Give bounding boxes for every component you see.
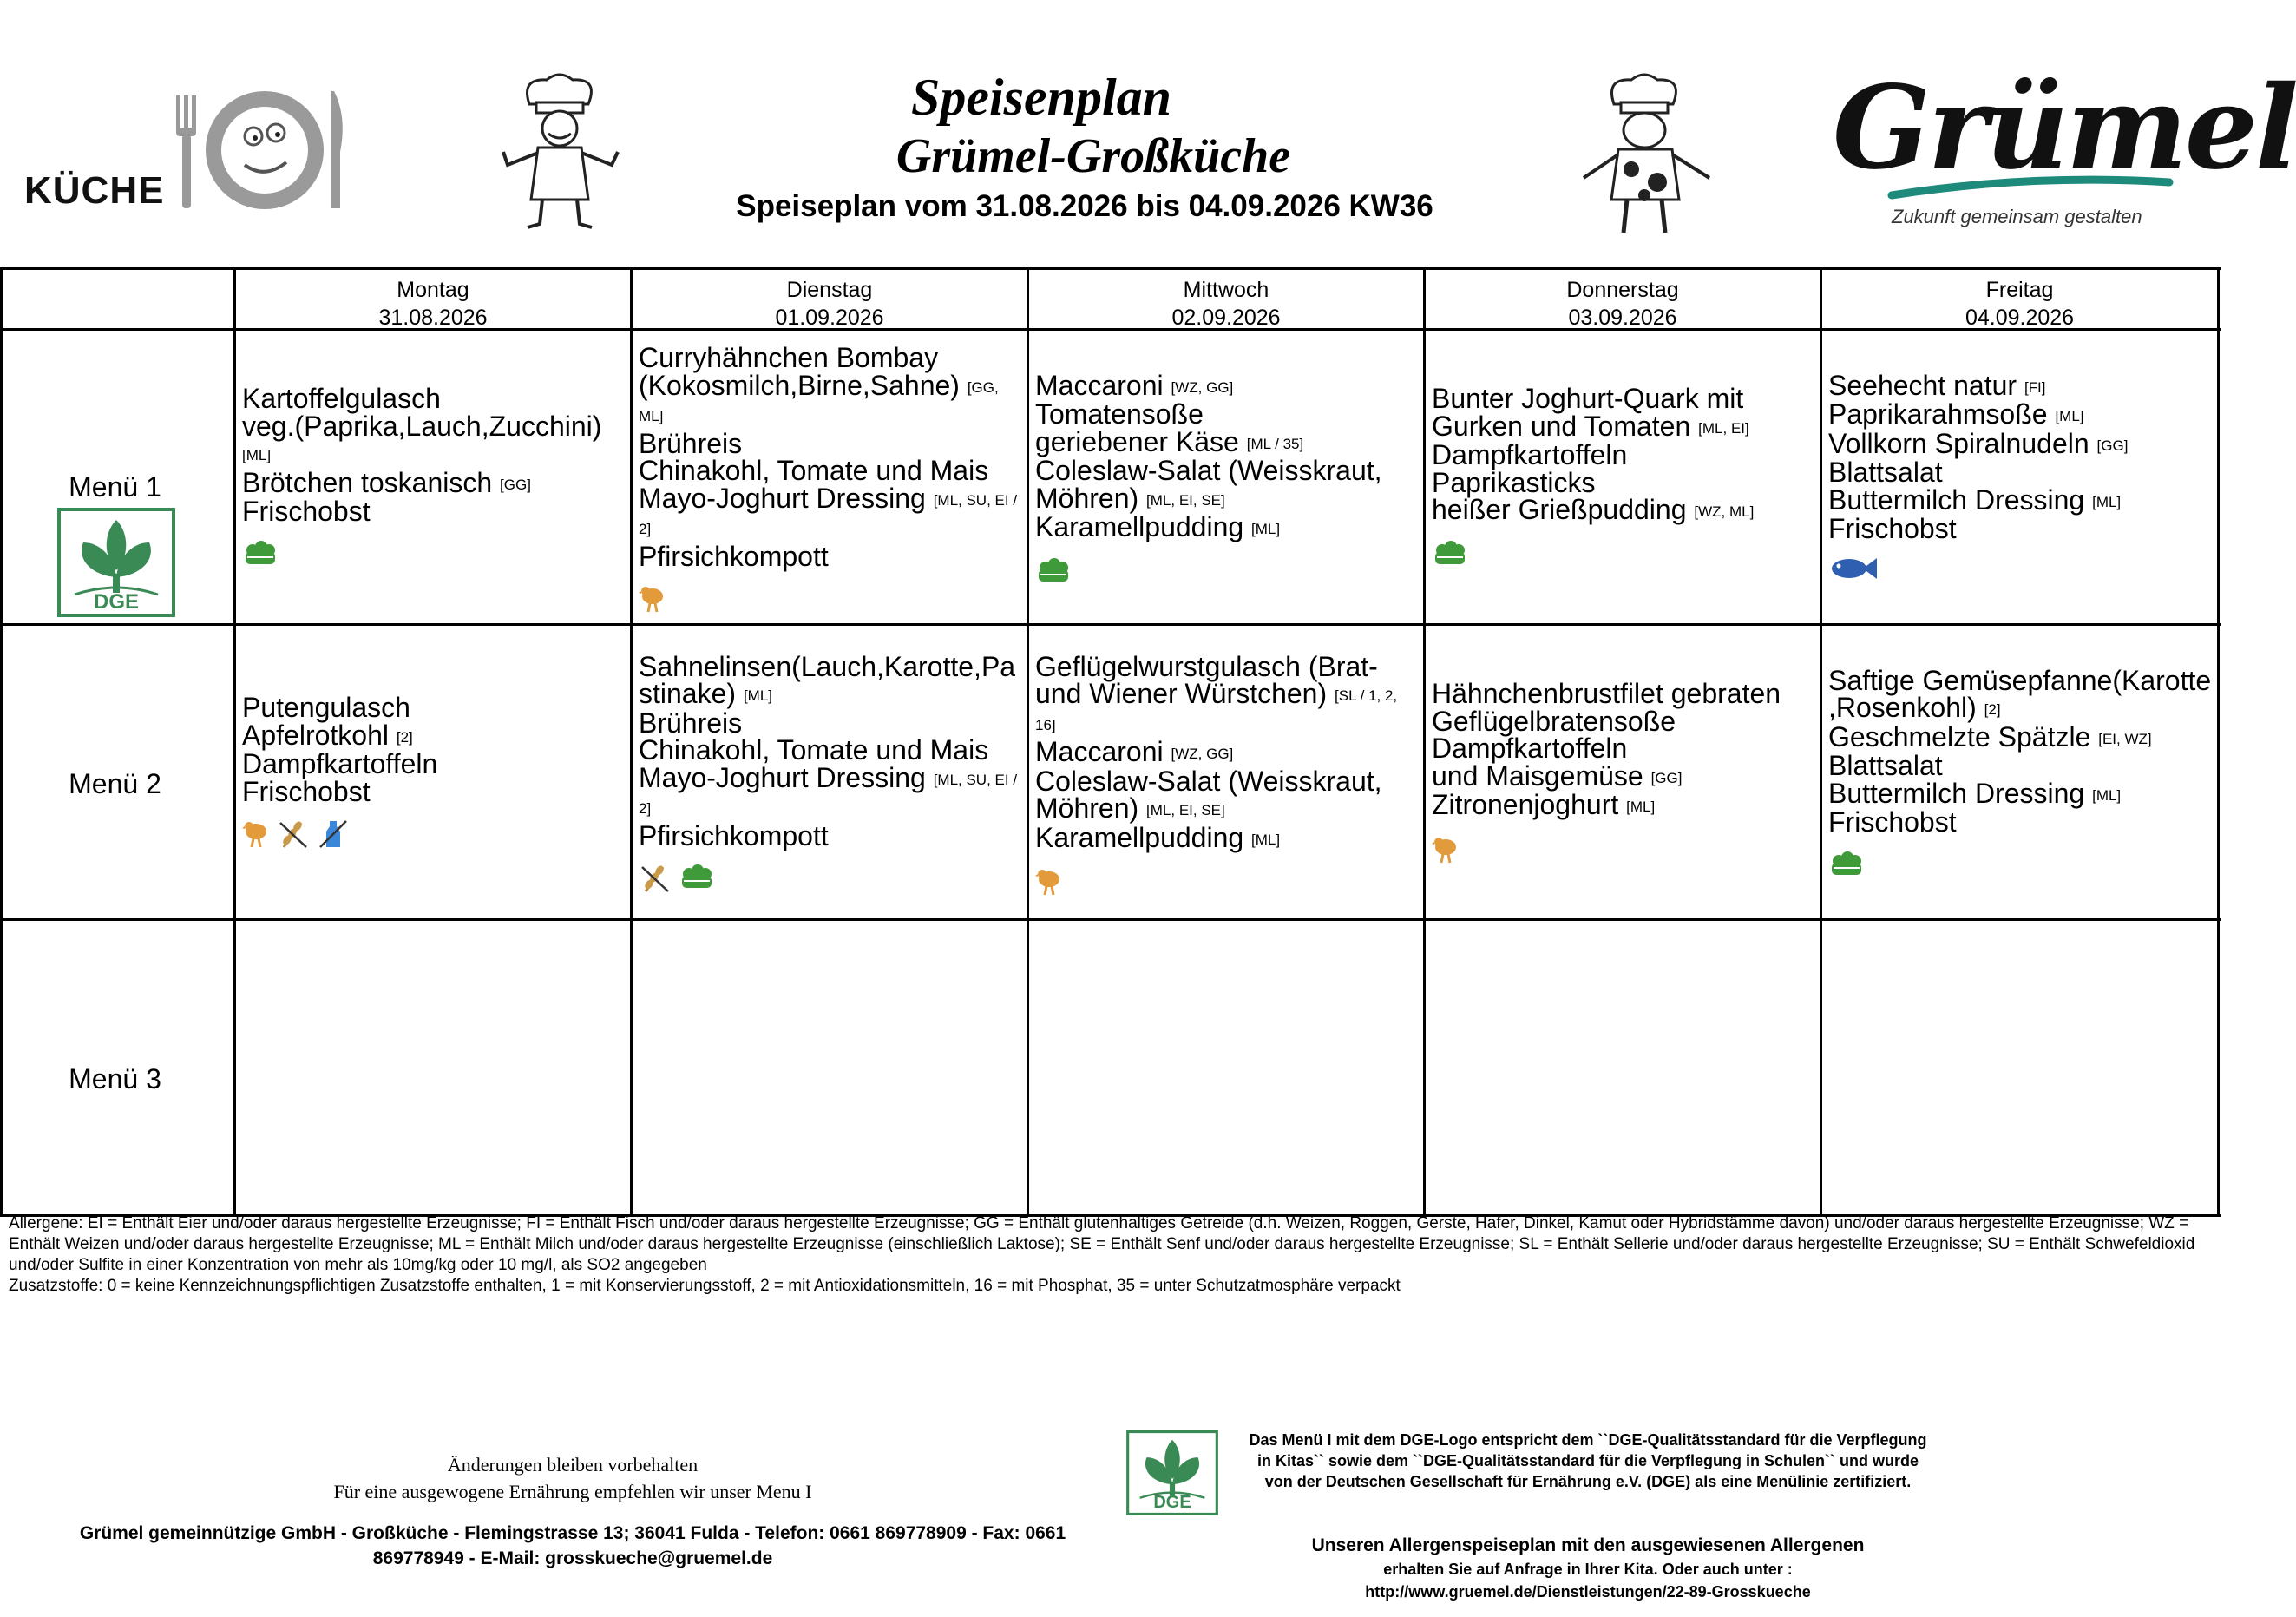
allergen-code: [ML] bbox=[242, 447, 272, 464]
allergen-code: [ML / 35] bbox=[1246, 435, 1304, 452]
allergen-code: ML] bbox=[639, 408, 664, 424]
dish-line bbox=[1432, 705, 1818, 737]
dish-line bbox=[639, 514, 1025, 543]
page-subtitle-kitchen: Grümel-Großküche bbox=[895, 129, 1291, 183]
dish-line bbox=[242, 466, 628, 499]
dish-text: Pfirsichkompott bbox=[639, 819, 829, 851]
no-gluten-icon bbox=[277, 818, 310, 856]
dish-text: Geschmelzte Spätzle bbox=[1828, 720, 2099, 753]
allergen-code: [ML, EI] bbox=[1698, 419, 1749, 437]
menu-cell bbox=[242, 385, 628, 572]
dish-line bbox=[1035, 457, 1421, 485]
dish-line bbox=[1828, 459, 2214, 487]
dish-line bbox=[1432, 385, 1818, 413]
vegetarian-icon bbox=[679, 862, 715, 900]
allergen-code: [WZ, GG] bbox=[1171, 746, 1234, 763]
vegetarian-icon bbox=[242, 538, 279, 573]
allergen-code: [ML] bbox=[2092, 786, 2122, 804]
table-col-divider bbox=[1027, 267, 1029, 1217]
dish-line bbox=[639, 761, 1025, 794]
vegetarian-icon bbox=[1035, 555, 1072, 590]
allergen-code: [2] bbox=[396, 728, 413, 746]
day-header-donnerstag bbox=[1426, 276, 1820, 332]
allergen-code: [FI] bbox=[2024, 378, 2046, 396]
day-header-dienstag bbox=[633, 276, 1027, 332]
allergen-code: 2] bbox=[639, 800, 652, 818]
dish-line bbox=[242, 410, 628, 442]
dish-text: Maccaroni bbox=[1035, 369, 1171, 401]
vegetarian-icon bbox=[1828, 849, 1865, 884]
vegetarian-icon bbox=[1432, 538, 1468, 573]
dish-line bbox=[1828, 720, 2214, 753]
allergen-plan-note bbox=[1215, 1534, 1961, 1603]
table-col-divider bbox=[233, 267, 236, 1217]
dge-logo-footer bbox=[1126, 1430, 1218, 1515]
allergen-code: [GG] bbox=[2096, 437, 2129, 454]
diet-icons bbox=[639, 862, 1025, 900]
dish-text: Blattsalat bbox=[1828, 457, 1943, 488]
dish-text: Brühreis bbox=[639, 707, 743, 739]
menu-cell bbox=[1035, 369, 1421, 590]
menu-cell bbox=[639, 650, 1025, 900]
dish-text: Gurken und Tomaten bbox=[1432, 410, 1699, 442]
dish-text: Tomatensoße bbox=[1035, 398, 1204, 430]
chef-cow-icon bbox=[1566, 69, 1722, 243]
dish-text: Paprikarahmsoße bbox=[1828, 398, 2056, 430]
dish-text: heißer Grießpudding bbox=[1432, 494, 1695, 526]
dish-line bbox=[639, 369, 1025, 402]
dish-line bbox=[639, 650, 1025, 682]
dish-line bbox=[1432, 735, 1818, 763]
allergen-code: [2] bbox=[1984, 701, 2001, 718]
kueche-logo-text: KÜCHE bbox=[24, 169, 165, 212]
dish-text: Coleslaw-Salat (Weisskraut, bbox=[1035, 455, 1382, 486]
row-label-menu-3: Menü 3 bbox=[69, 1063, 161, 1094]
dish-text: Putengulasch bbox=[242, 692, 410, 723]
day-name: Montag bbox=[397, 278, 469, 302]
day-header-mittwoch bbox=[1029, 276, 1423, 332]
dish-line bbox=[639, 734, 1025, 766]
dish-line bbox=[242, 748, 628, 779]
allergen-code: [WZ, ML] bbox=[1694, 503, 1755, 521]
chicken-icon bbox=[242, 818, 270, 856]
company-line-2: 869778949 - E-Mail: grosskueche@gruemel.de bbox=[372, 1548, 773, 1568]
allergen-plan-link[interactable]: http://www.gruemel.de/Dienstleistungen/22-89-Grosskueche bbox=[1365, 1583, 1811, 1601]
dish-text: Dampfkartoffeln bbox=[242, 748, 438, 779]
allergen-code: [ML] bbox=[2055, 408, 2084, 424]
dish-text: Blattsalat bbox=[1828, 750, 1943, 781]
dish-text: Mayo-Joghurt Dressing bbox=[639, 761, 934, 793]
day-name: Donnerstag bbox=[1566, 278, 1679, 302]
dish-line bbox=[639, 819, 1025, 851]
row-label-menu-2: Menü 2 bbox=[69, 768, 161, 799]
dish-line bbox=[1035, 511, 1421, 543]
dish-text: Pfirsichkompott bbox=[639, 540, 829, 572]
table-col-divider bbox=[1423, 267, 1426, 1217]
dish-text: stinake) bbox=[639, 678, 744, 710]
dge-line-3: von der Deutschen Gesellschaft für Ernährung e.V. (DGE) als eine Menülinie zertifiziert. bbox=[1264, 1473, 1912, 1490]
dish-line bbox=[1035, 398, 1421, 430]
dge-logo-text: DGE bbox=[93, 590, 139, 614]
dish-line bbox=[242, 385, 628, 413]
dish-line bbox=[639, 457, 1025, 485]
dish-text: Bunter Joghurt-Quark mit bbox=[1432, 383, 1744, 415]
diet-icons bbox=[1828, 555, 2214, 587]
dish-line bbox=[1828, 369, 2214, 402]
dish-line bbox=[639, 482, 1025, 515]
allergen-code: [SL / 1, 2, bbox=[1335, 687, 1398, 705]
dish-line bbox=[1828, 427, 2214, 460]
dish-text: Karamellpudding bbox=[1035, 511, 1252, 542]
dish-text: Zitronenjoghurt bbox=[1432, 789, 1627, 821]
allergen-code: [GG] bbox=[1650, 769, 1683, 786]
menu-cell bbox=[1432, 385, 1818, 572]
menu-cell bbox=[1828, 369, 2214, 587]
allergen-code: [ML, EI, SE] bbox=[1146, 491, 1225, 509]
dish-line bbox=[1035, 765, 1421, 797]
allergen-code: 16] bbox=[1035, 716, 1056, 733]
day-date: 03.09.2026 bbox=[1568, 306, 1677, 330]
plan-date-range: Speiseplan vom 31.08.2026 bis 04.09.2026 KW36 bbox=[736, 189, 1433, 223]
diet-icons bbox=[1432, 833, 1818, 870]
dish-line bbox=[1432, 496, 1818, 526]
dish-text: Möhren) bbox=[1035, 792, 1147, 825]
allergen-code: [ML, SU, EI / bbox=[933, 771, 1018, 788]
dish-text: (Kokosmilch,Birne,Sahne) bbox=[639, 369, 968, 401]
dish-text: Sahnelinsen(Lauch,Karotte,Pa bbox=[639, 650, 1016, 682]
dish-line bbox=[1828, 664, 2214, 696]
dge-line-2: in Kitas`` sowie dem ``DGE-Qualitätsstandard für die Verpflegung in Schulen`` und wurde bbox=[1256, 1452, 1919, 1469]
dish-text: Frischobst bbox=[1828, 513, 1957, 544]
dish-text: Brötchen toskanisch bbox=[242, 466, 501, 498]
gruemel-tagline: Zukunft gemeinsam gestalten bbox=[1892, 206, 2142, 227]
dish-line bbox=[1035, 821, 1421, 854]
dish-line bbox=[1432, 410, 1818, 443]
day-date: 01.09.2026 bbox=[775, 306, 884, 330]
dish-text: Maccaroni bbox=[1035, 736, 1171, 768]
dish-text: Buttermilch Dressing bbox=[1828, 777, 2093, 809]
allergen-code: [ML] bbox=[1626, 799, 1656, 816]
menu-cell bbox=[1035, 650, 1421, 902]
dish-line bbox=[1035, 710, 1421, 739]
allergen-code: [ML, EI, SE] bbox=[1146, 802, 1225, 819]
company-contact bbox=[35, 1521, 1111, 1571]
additives-legend-text: Zusatzstoffe: 0 = keine Kennzeichnungspflichtigen Zusatzstoffe enthalten, 1 = mit Konservierungsstoff, 2 = mit Antioxidationsmitteln, 16 = mit Phosphat, 35 = unter Schutzatmosphäre verpackt bbox=[9, 1277, 1401, 1295]
allergen-code: [GG] bbox=[500, 476, 531, 493]
day-header-freitag bbox=[1822, 276, 2217, 332]
dish-text: und Maisgemüse bbox=[1432, 759, 1651, 792]
dish-line bbox=[1035, 680, 1421, 710]
dish-line bbox=[242, 440, 628, 470]
row-label-menu-1: Menü 1 bbox=[69, 471, 161, 503]
diet-icons bbox=[639, 582, 1025, 619]
dish-line bbox=[242, 719, 628, 752]
chicken-icon bbox=[1432, 833, 1460, 870]
allergen-code: [ML] bbox=[1251, 831, 1281, 848]
dish-text: Chinakohl, Tomate und Mais bbox=[639, 734, 989, 766]
allergen-code: [WZ, GG] bbox=[1171, 378, 1234, 396]
dish-text: Möhren) bbox=[1035, 482, 1147, 514]
dish-line bbox=[1432, 759, 1818, 792]
company-line-1: Grümel gemeinnützige GmbH - Großküche - Flemingstrasse 13; 36041 Fulda - Telefon: 0661 869778909 - Fax: 0661 bbox=[79, 1523, 1066, 1543]
allergen-code: 2] bbox=[639, 521, 652, 537]
chicken-icon bbox=[639, 582, 666, 619]
dish-line bbox=[1035, 425, 1421, 458]
dish-text: Frischobst bbox=[242, 775, 371, 807]
dish-line bbox=[1035, 482, 1421, 515]
dish-text: Brühreis bbox=[639, 427, 743, 459]
allergen-code: [ML] bbox=[1251, 521, 1281, 537]
gruemel-logo-text: Grümel bbox=[1833, 61, 2296, 195]
chef-cow-illustration bbox=[1566, 69, 1722, 243]
menu-cell bbox=[1432, 680, 1818, 869]
dish-text: Curryhähnchen Bombay bbox=[639, 342, 939, 373]
table-col-divider bbox=[630, 267, 633, 1217]
dish-line bbox=[639, 680, 1025, 710]
allergen-note-line-1: Unseren Allergenspeiseplan mit den ausgewiesenen Allergenen bbox=[1311, 1535, 1865, 1555]
dish-line bbox=[639, 540, 1025, 572]
table-col-divider bbox=[1820, 267, 1822, 1217]
dish-text: Dampfkartoffeln bbox=[1432, 733, 1628, 765]
dish-text: Kartoffelgulasch bbox=[242, 383, 441, 415]
dge-certification-note bbox=[1215, 1430, 1961, 1492]
day-date: 04.09.2026 bbox=[1965, 306, 2075, 330]
chicken-icon bbox=[1035, 865, 1063, 902]
allergen-legend bbox=[9, 1213, 2195, 1297]
dish-line bbox=[1035, 650, 1421, 682]
dish-text: Geflügelbratensoße bbox=[1432, 705, 1676, 737]
page-title: Speisenplan bbox=[910, 69, 1172, 126]
dish-text: Chinakohl, Tomate und Mais bbox=[639, 455, 989, 486]
dish-line bbox=[1828, 483, 2214, 516]
dish-text: Hähnchenbrustfilet gebraten bbox=[1432, 678, 1781, 710]
dish-text: Seehecht natur bbox=[1828, 369, 2024, 401]
dish-line bbox=[639, 793, 1025, 823]
fish-icon bbox=[1828, 555, 1879, 587]
allergen-code: [ML, SU, EI / bbox=[933, 491, 1018, 509]
dge-logo-footer-text: DGE bbox=[1153, 1493, 1191, 1512]
dish-line bbox=[1828, 694, 2214, 724]
dish-line bbox=[242, 775, 628, 807]
dish-text: Coleslaw-Salat (Weisskraut, bbox=[1035, 765, 1382, 797]
table-row-divider bbox=[0, 918, 2221, 921]
day-name: Mittwoch bbox=[1183, 278, 1269, 302]
dish-text: Apfelrotkohl bbox=[242, 719, 397, 751]
allergen-code: [ML] bbox=[2092, 493, 2122, 510]
dish-line bbox=[1432, 680, 1818, 708]
dish-text: veg.(Paprika,Lauch,Zucchini) bbox=[242, 410, 602, 442]
dish-text: geriebener Käse bbox=[1035, 425, 1247, 457]
dish-line bbox=[1432, 439, 1818, 471]
dish-text: und Wiener Würstchen) bbox=[1035, 678, 1335, 710]
allergen-note-line-2: erhalten Sie auf Anfrage in Ihrer Kita. Oder auch unter : bbox=[1383, 1561, 1793, 1578]
diet-icons bbox=[242, 818, 628, 856]
allergen-code: [GG, bbox=[967, 378, 999, 396]
dish-line bbox=[1828, 398, 2214, 431]
dish-text: Dampfkartoffeln bbox=[1432, 439, 1628, 471]
allergen-code: [ML] bbox=[743, 687, 772, 705]
diet-icons bbox=[1432, 538, 1818, 573]
dish-line bbox=[242, 498, 628, 526]
dish-line bbox=[1828, 513, 2214, 544]
dish-text: ,Rosenkohl) bbox=[1828, 692, 1984, 723]
dish-text: Paprikasticks bbox=[1432, 466, 1596, 498]
diet-icons bbox=[242, 538, 628, 573]
dish-line bbox=[242, 694, 628, 722]
dish-text: Buttermilch Dressing bbox=[1828, 483, 2093, 516]
dish-text: Karamellpudding bbox=[1035, 821, 1252, 853]
dish-line bbox=[639, 342, 1025, 373]
day-name: Dienstag bbox=[786, 278, 873, 302]
dish-line bbox=[1828, 806, 2214, 838]
dge-line-1: Das Menü I mit dem DGE-Logo entspricht dem ``DGE-Qualitätsstandard für die Verpflegung bbox=[1249, 1431, 1927, 1449]
dish-text: Frischobst bbox=[242, 496, 371, 528]
dish-line bbox=[1828, 777, 2214, 810]
day-date: 02.09.2026 bbox=[1171, 306, 1281, 330]
dish-line bbox=[639, 401, 1025, 431]
diet-icons bbox=[1828, 849, 2214, 884]
dish-text: Mayo-Joghurt Dressing bbox=[639, 482, 934, 514]
table-border-top bbox=[0, 267, 2221, 270]
day-name: Freitag bbox=[1985, 278, 2054, 302]
recommendation-note: Für eine ausgewogene Ernährung empfehlen wir unser Menu I bbox=[333, 1481, 812, 1502]
day-date: 31.08.2026 bbox=[378, 306, 488, 330]
changes-note: Änderungen bleiben vorbehalten bbox=[447, 1454, 699, 1476]
menu-cell bbox=[242, 694, 628, 856]
dish-text: Saftige Gemüsepfanne(Karotte bbox=[1828, 664, 2212, 696]
diet-icons bbox=[1035, 555, 1421, 590]
no-milk-icon bbox=[317, 818, 350, 856]
diet-icons bbox=[1035, 865, 1421, 902]
dish-text: Vollkorn Spiralnudeln bbox=[1828, 427, 2097, 459]
dish-line bbox=[1035, 369, 1421, 402]
dish-line bbox=[1035, 736, 1421, 768]
menu-cell bbox=[1828, 664, 2214, 884]
allergen-code: [EI, WZ] bbox=[2098, 730, 2152, 747]
dish-line bbox=[639, 427, 1025, 459]
table-col-divider bbox=[2217, 267, 2220, 1217]
dish-line bbox=[1432, 466, 1818, 498]
dish-line bbox=[639, 707, 1025, 739]
allergen-legend-text: Allergene: EI = Enthält Eier und/oder daraus hergestellte Erzeugnisse; FI = Enthält Fisch und/oder daraus hergestellte Erzeugnisse; GG = Enthält glutenhaltiges Getreide (d.h. Weizen, Roggen, Gerste, Hafer, Dinkel, Kamut oder Hybridstämme davon) und/oder daraus hergestellte Erzeugnisse; WZ = Enthält Weizen und/oder daraus hergestellte Erzeugnisse; ML = Enthält Milch und/oder daraus hergestellte Erzeugnisse (einschließlich Laktose); SE = Enthält Senf und/oder daraus hergestellte Erzeugnisse; SL = Enthält Sellerie und/oder daraus hergestellte Erzeugnisse; SU = Enthält Schwefeldioxid und/oder Sulfite in einer Konzentration von mehr als 10mg/kg oder 10 mg/l, als SO2 angegeben bbox=[9, 1214, 2195, 1274]
dish-line bbox=[1035, 792, 1421, 825]
dish-line bbox=[1828, 750, 2214, 781]
dish-text: Frischobst bbox=[1828, 806, 1957, 838]
dge-logo bbox=[57, 508, 175, 617]
dish-text: Geflügelwurstgulasch (Brat- bbox=[1035, 650, 1378, 682]
table-row-divider bbox=[0, 623, 2221, 626]
day-header-montag bbox=[236, 276, 630, 332]
dish-line bbox=[1432, 789, 1818, 821]
no-gluten-icon bbox=[639, 862, 672, 900]
menu-cell bbox=[639, 342, 1025, 619]
